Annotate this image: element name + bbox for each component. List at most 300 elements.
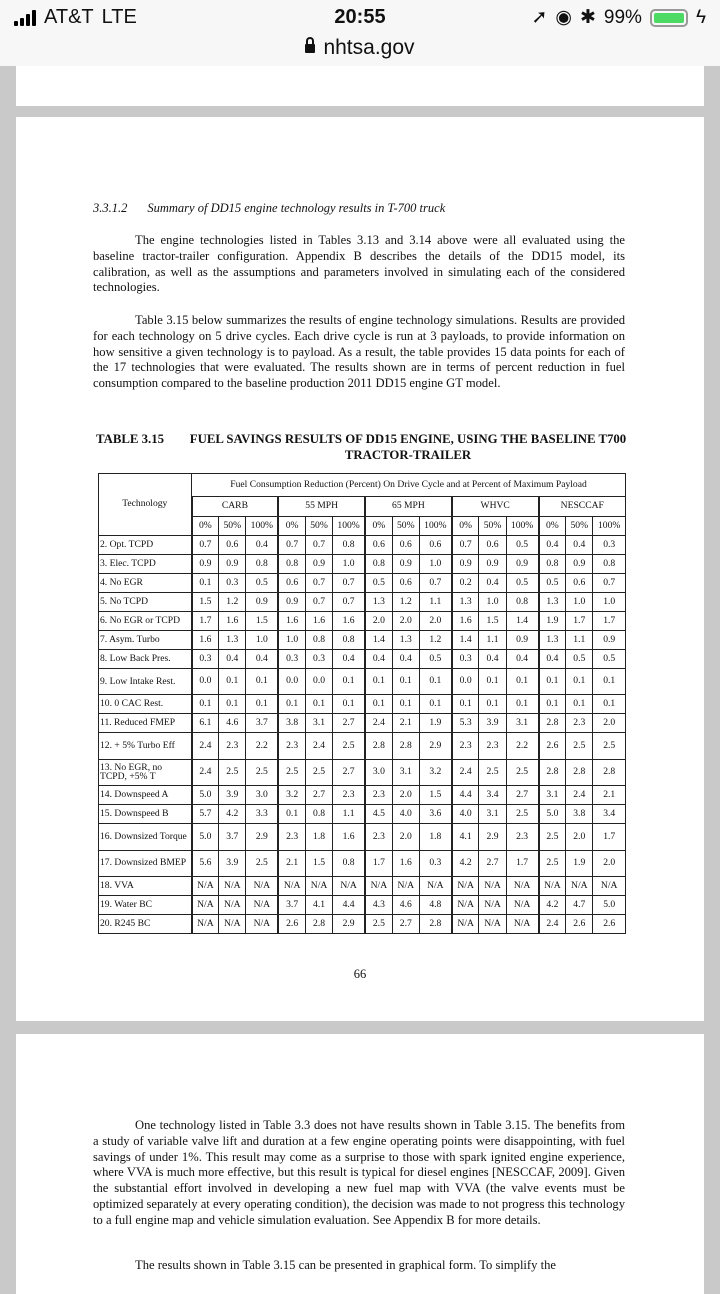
table-cell: 4.4 [452, 786, 479, 805]
table-cell: 0.4 [479, 649, 506, 668]
table-cell: 2.5 [506, 805, 538, 824]
technology-name: 7. Asym. Turbo [99, 630, 192, 649]
table-cell: 4.1 [452, 823, 479, 850]
table-cell: N/A [219, 914, 246, 933]
table-cell: 1.6 [219, 611, 246, 630]
table-cell: 2.1 [392, 714, 419, 733]
paragraph [93, 1118, 625, 1229]
table-cell: 2.5 [305, 759, 332, 786]
table-cell: 0.4 [246, 649, 278, 668]
table-cell: 3.6 [419, 805, 451, 824]
table-cell: N/A [365, 877, 392, 896]
table-label: TABLE 3.15 [96, 432, 165, 446]
payload-header: 50% [566, 516, 593, 535]
table-cell: 0.9 [278, 592, 305, 611]
table-cell: 2.5 [219, 759, 246, 786]
table-cell: 4.3 [365, 896, 392, 915]
table-cell: 0.7 [278, 535, 305, 554]
battery-percent: 99% [603, 6, 642, 28]
status-icons [531, 6, 706, 29]
technology-name: 16. Downsized Torque [99, 823, 192, 850]
table-cell: N/A [192, 896, 219, 915]
table-cell: 4.8 [419, 896, 451, 915]
paragraph-text: One technology listed in Table 3.3 does not have results shown in Table 3.15. The benefits from a study of variable valve lift and duration at a few engine operating points were disappointing, with fuel savings of under 1%. This result may come as a surprise to those with spark ignited engine experience, where VVA is much more effective, but this result is typical for diesel engines [NESCCAF, 2009]. Given the substantial effort involved in developing a new fuel map with VVA (the valve events must be optimized separately at every operating condition), the decision was made to not progress this technology to a full engine map and vehicle simulation evaluation. See Appendix B for more details. [93, 1118, 625, 1227]
table-cell: 4.6 [219, 714, 246, 733]
table-cell: 2.4 [305, 733, 332, 760]
table-cell: 0.5 [506, 573, 538, 592]
table-row [99, 823, 626, 850]
table-cell: 0.8 [593, 554, 626, 573]
table-cell: 1.6 [192, 630, 219, 649]
table-cell: 0.1 [192, 573, 219, 592]
results-table [98, 473, 626, 934]
payload-header: 100% [419, 516, 451, 535]
cycle-header: 55 MPH [278, 496, 365, 516]
table-cell: 0.1 [305, 695, 332, 714]
table-row [99, 914, 626, 933]
table-cell: 0.6 [365, 535, 392, 554]
technology-name: 5. No TCPD [99, 592, 192, 611]
table-cell: 1.9 [539, 611, 566, 630]
table-cell: 2.6 [593, 914, 626, 933]
table-cell: 2.4 [365, 714, 392, 733]
technology-name: 4. No EGR [99, 573, 192, 592]
table-cell: 1.7 [365, 850, 392, 877]
table-cell: 2.2 [246, 733, 278, 760]
table-cell: 2.0 [365, 611, 392, 630]
tech-column-header: Technology [99, 474, 192, 536]
paragraph-text: The results shown in Table 3.15 can be presented in graphical form. To simplify the [135, 1258, 556, 1272]
table-cell: 2.3 [452, 733, 479, 760]
lock-icon [305, 44, 315, 53]
table-cell: 0.7 [192, 535, 219, 554]
table-cell: 1.6 [392, 850, 419, 877]
table-cell: 0.1 [539, 695, 566, 714]
table-cell: N/A [219, 877, 246, 896]
table-cell: 4.2 [219, 805, 246, 824]
table-cell: 0.1 [479, 668, 506, 695]
table-cell: 2.3 [278, 733, 305, 760]
technology-name: 15. Downspeed B [99, 805, 192, 824]
section-heading [93, 201, 445, 216]
table-cell: 2.8 [305, 914, 332, 933]
table-cell: 0.0 [278, 668, 305, 695]
table-cell: N/A [419, 877, 451, 896]
table-cell: 1.6 [333, 611, 365, 630]
table-cell: 3.7 [246, 714, 278, 733]
table-cell: 2.0 [392, 611, 419, 630]
table-cell: N/A [333, 877, 365, 896]
table-cell: 2.0 [593, 714, 626, 733]
table-cell: 2.6 [566, 914, 593, 933]
battery-level [654, 13, 684, 23]
table-cell: 2.4 [539, 914, 566, 933]
table-cell: 0.1 [333, 695, 365, 714]
table-cell: 2.4 [192, 759, 219, 786]
table-cell: 0.6 [479, 535, 506, 554]
table-cell: 0.9 [246, 592, 278, 611]
url-text: nhtsa.gov [323, 36, 415, 59]
table-cell: 0.8 [278, 554, 305, 573]
cycle-header: 65 MPH [365, 496, 452, 516]
table-cell: 2.7 [479, 850, 506, 877]
table-cell: 0.7 [305, 592, 332, 611]
table-cell: 1.6 [333, 823, 365, 850]
table-cell: 4.5 [365, 805, 392, 824]
table-cell: N/A [452, 877, 479, 896]
payload-header: 0% [278, 516, 305, 535]
table-cell: 0.9 [593, 630, 626, 649]
table-cell: N/A [192, 877, 219, 896]
table-cell: 4.2 [539, 896, 566, 915]
table-row [99, 630, 626, 649]
table-cell: 2.5 [333, 733, 365, 760]
table-cell: 1.3 [452, 592, 479, 611]
table-cell: 0.8 [305, 805, 332, 824]
table-cell: 2.9 [479, 823, 506, 850]
table-cell: 1.4 [365, 630, 392, 649]
table-row [99, 649, 626, 668]
table-cell: 0.3 [305, 649, 332, 668]
table-row [99, 695, 626, 714]
table-cell: 2.0 [419, 611, 451, 630]
table-cell: N/A [192, 914, 219, 933]
table-cell: 1.7 [566, 611, 593, 630]
table-cell: 2.9 [246, 823, 278, 850]
pdf-page-next [16, 1034, 704, 1294]
table-cell: 0.1 [392, 668, 419, 695]
table-cell: 2.5 [278, 759, 305, 786]
table-cell: 0.4 [479, 573, 506, 592]
pdf-page [16, 117, 704, 1021]
network-type: LTE [101, 6, 137, 28]
table-cell: N/A [506, 877, 538, 896]
table-cell: 4.4 [333, 896, 365, 915]
address-bar[interactable] [0, 36, 720, 62]
table-cell: 0.9 [219, 554, 246, 573]
table-cell: 2.5 [566, 733, 593, 760]
technology-name: 18. VVA [99, 877, 192, 896]
table-cell: 1.2 [219, 592, 246, 611]
table-cell: 3.1 [392, 759, 419, 786]
table-cell: 5.0 [192, 823, 219, 850]
table-cell: 2.0 [593, 850, 626, 877]
cycle-header: CARB [192, 496, 279, 516]
table-cell: 1.3 [219, 630, 246, 649]
technology-name: 17. Downsized BMEP [99, 850, 192, 877]
table-cell: 2.8 [566, 759, 593, 786]
table-cell: 0.3 [452, 649, 479, 668]
table-cell: 4.6 [392, 896, 419, 915]
table-row [99, 592, 626, 611]
technology-name: 14. Downspeed A [99, 786, 192, 805]
table-cell: 6.1 [192, 714, 219, 733]
table-cell: 0.5 [539, 573, 566, 592]
clock: 20:55 [334, 6, 386, 28]
table-cell: 2.7 [305, 786, 332, 805]
table-cell: 2.3 [566, 714, 593, 733]
table-cell: 2.7 [506, 786, 538, 805]
table-cell: 0.0 [305, 668, 332, 695]
table-cell: 0.7 [305, 535, 332, 554]
table-cell: N/A [392, 877, 419, 896]
table-cell: 3.7 [278, 896, 305, 915]
table-cell: 5.0 [593, 896, 626, 915]
payload-header: 0% [365, 516, 392, 535]
paragraph [93, 233, 625, 296]
table-cell: 0.9 [479, 554, 506, 573]
table-cell: N/A [246, 914, 278, 933]
technology-name: 19. Water BC [99, 896, 192, 915]
table-cell: 2.8 [365, 733, 392, 760]
table-cell: 2.5 [365, 914, 392, 933]
table-cell: N/A [539, 877, 566, 896]
table-cell: 0.4 [219, 649, 246, 668]
table-cell: 2.0 [392, 823, 419, 850]
carrier-name: AT&T [44, 6, 94, 28]
table-cell: 1.0 [479, 592, 506, 611]
table-cell: 1.2 [392, 592, 419, 611]
table-row [99, 611, 626, 630]
table-row [99, 573, 626, 592]
payload-header: 50% [479, 516, 506, 535]
table-cell: 0.3 [593, 535, 626, 554]
table-cell: 0.1 [452, 695, 479, 714]
payload-header: 0% [452, 516, 479, 535]
table-cell: 0.3 [419, 850, 451, 877]
section-title: Summary of DD15 engine technology results in T-700 truck [147, 201, 446, 215]
table-cell: 2.8 [593, 759, 626, 786]
table-cell: 0.3 [192, 649, 219, 668]
table-cell: 5.7 [192, 805, 219, 824]
table-cell: 0.4 [333, 649, 365, 668]
table-cell: 5.3 [452, 714, 479, 733]
technology-name: 8. Low Back Pres. [99, 649, 192, 668]
table-cell: N/A [452, 896, 479, 915]
table-cell: 0.9 [305, 554, 332, 573]
table-cell: 0.4 [365, 649, 392, 668]
table-cell: 0.0 [452, 668, 479, 695]
table-cell: 4.2 [452, 850, 479, 877]
table-cell: 2.6 [539, 733, 566, 760]
table-cell: 1.3 [365, 592, 392, 611]
charging-icon: ϟ [695, 6, 706, 28]
technology-name: 10. 0 CAC Rest. [99, 695, 192, 714]
table-cell: 2.3 [365, 823, 392, 850]
battery-icon [650, 9, 688, 27]
table-cell: 1.1 [566, 630, 593, 649]
table-cell: 0.6 [566, 573, 593, 592]
table-cell: 2.7 [333, 714, 365, 733]
table-cell: 1.5 [305, 850, 332, 877]
table-cell: 3.9 [219, 850, 246, 877]
table-cell: 3.1 [479, 805, 506, 824]
table-cell: 2.3 [479, 733, 506, 760]
table-cell: 0.6 [419, 535, 451, 554]
table-cell: 2.1 [278, 850, 305, 877]
table-cell: 0.1 [365, 695, 392, 714]
paragraph [93, 1258, 625, 1274]
table-cell: 0.4 [539, 649, 566, 668]
table-cell: 0.3 [278, 649, 305, 668]
table-cell: 0.5 [419, 649, 451, 668]
table-cell: 2.3 [219, 733, 246, 760]
table-cell: 1.0 [419, 554, 451, 573]
table-cell: 2.8 [539, 714, 566, 733]
table-cell: 0.6 [219, 535, 246, 554]
table-cell: 3.3 [246, 805, 278, 824]
table-cell: 3.0 [246, 786, 278, 805]
table-cell: 3.4 [593, 805, 626, 824]
payload-header: 50% [392, 516, 419, 535]
table-cell: 0.9 [566, 554, 593, 573]
table-cell: 1.4 [506, 611, 538, 630]
table-cell: 0.0 [192, 668, 219, 695]
table-cell: 4.7 [566, 896, 593, 915]
table-cell: 1.3 [392, 630, 419, 649]
table-cell: 1.2 [419, 630, 451, 649]
table-cell: 4.1 [305, 896, 332, 915]
table-cell: 1.1 [479, 630, 506, 649]
table-cell: 2.5 [593, 733, 626, 760]
table-cell: 3.0 [365, 759, 392, 786]
table-cell: 0.4 [392, 649, 419, 668]
table-cell: 2.9 [419, 733, 451, 760]
table-cell: 0.8 [365, 554, 392, 573]
table-cell: 0.9 [506, 630, 538, 649]
table-cell: 1.7 [593, 823, 626, 850]
table-cell: 5.6 [192, 850, 219, 877]
table-cell: 0.1 [219, 695, 246, 714]
table-cell: N/A [479, 896, 506, 915]
table-cell: 0.4 [566, 535, 593, 554]
table-cell: 1.5 [192, 592, 219, 611]
table-cell: 0.8 [333, 535, 365, 554]
table-cell: 1.0 [246, 630, 278, 649]
payload-header: 100% [506, 516, 538, 535]
table-cell: N/A [246, 896, 278, 915]
table-cell: 1.6 [305, 611, 332, 630]
table-cell: 1.0 [333, 554, 365, 573]
table-cell: N/A [506, 914, 538, 933]
bluetooth-icon: ✱ [579, 7, 596, 28]
table-cell: 0.1 [419, 695, 451, 714]
technology-name: 9. Low Intake Rest. [99, 668, 192, 695]
table-cell: 3.4 [479, 786, 506, 805]
status-bar [0, 0, 720, 36]
table-cell: 0.1 [593, 695, 626, 714]
table-cell: 2.5 [506, 759, 538, 786]
payload-header: 50% [219, 516, 246, 535]
super-header: Fuel Consumption Reduction (Percent) On Drive Cycle and at Percent of Maximum Payload [192, 474, 626, 497]
table-cell: 2.1 [593, 786, 626, 805]
table-cell: 1.3 [539, 630, 566, 649]
table-cell: 0.5 [365, 573, 392, 592]
table-cell: 4.0 [452, 805, 479, 824]
table-row [99, 896, 626, 915]
table-cell: N/A [305, 877, 332, 896]
table-cell: 4.0 [392, 805, 419, 824]
payload-header: 50% [305, 516, 332, 535]
cycle-header: WHVC [452, 496, 539, 516]
table-cell: 0.5 [506, 535, 538, 554]
table-cell: 0.6 [278, 573, 305, 592]
table-cell: 2.0 [566, 823, 593, 850]
section-number: 3.3.1.2 [93, 201, 128, 215]
table-cell: 3.2 [278, 786, 305, 805]
table-cell: 1.6 [452, 611, 479, 630]
paragraph-text: Table 3.15 below summarizes the results of engine technology simulations. Results are provided for each technology on 5 drive cycles. Each drive cycle is run at 3 payloads, to provide information on how sensitive a given technology is to payload. As a result, the table provides 15 data points for each of the 17 technologies that were evaluated. The results shown are in terms of percent reduction in fuel consumption compared to the baseline production 2011 DD15 engine GT model. [93, 313, 625, 391]
table-cell: 3.7 [219, 823, 246, 850]
table-cell: 1.3 [539, 592, 566, 611]
table-cell: 0.1 [539, 668, 566, 695]
table-cell: 0.4 [246, 535, 278, 554]
table-cell: 0.7 [452, 535, 479, 554]
table-cell: N/A [278, 877, 305, 896]
table-cell: 3.8 [278, 714, 305, 733]
table-row [99, 535, 626, 554]
page-number: 66 [353, 967, 367, 981]
table-cell: 2.8 [392, 733, 419, 760]
table-cell: 0.1 [365, 668, 392, 695]
table-cell: 2.4 [452, 759, 479, 786]
pdf-page-previous [16, 66, 704, 106]
payload-header: 0% [539, 516, 566, 535]
technology-name: 20. R245 BC [99, 914, 192, 933]
table-cell: 3.9 [479, 714, 506, 733]
table-row [99, 668, 626, 695]
table-cell: 1.0 [278, 630, 305, 649]
payload-header: 0% [192, 516, 219, 535]
table-cell: N/A [452, 914, 479, 933]
table-cell: 1.1 [419, 592, 451, 611]
table-cell: 1.5 [246, 611, 278, 630]
table-cell: 2.5 [539, 850, 566, 877]
table-cell: 2.8 [419, 914, 451, 933]
table-cell: 1.9 [419, 714, 451, 733]
table-cell: 2.5 [539, 823, 566, 850]
table-cell: 0.1 [246, 668, 278, 695]
table-cell: 2.5 [246, 759, 278, 786]
table-cell: 0.1 [506, 695, 538, 714]
table-cell: 2.3 [278, 823, 305, 850]
table-cell: 0.7 [305, 573, 332, 592]
paragraph [93, 313, 625, 392]
table-cell: 0.7 [333, 573, 365, 592]
table-cell: 0.8 [539, 554, 566, 573]
table-cell: 1.8 [305, 823, 332, 850]
table-cell: 2.2 [506, 733, 538, 760]
technology-name: 2. Opt. TCPD [99, 535, 192, 554]
table-cell: 0.1 [246, 695, 278, 714]
table-cell: 0.7 [419, 573, 451, 592]
table-cell: 0.4 [506, 649, 538, 668]
table-cell: 1.8 [419, 823, 451, 850]
table-cell: 1.5 [479, 611, 506, 630]
table-cell: 0.6 [392, 535, 419, 554]
table-cell: N/A [246, 877, 278, 896]
table-cell: 0.1 [566, 668, 593, 695]
table-cell: 1.7 [593, 611, 626, 630]
payload-header: 100% [333, 516, 365, 535]
table-cell: 0.8 [333, 630, 365, 649]
table-cell: 2.4 [566, 786, 593, 805]
table-cell: N/A [593, 877, 626, 896]
technology-name: 3. Elec. TCPD [99, 554, 192, 573]
table-cell: 0.8 [506, 592, 538, 611]
table-row [99, 877, 626, 896]
table-cell: 0.4 [539, 535, 566, 554]
